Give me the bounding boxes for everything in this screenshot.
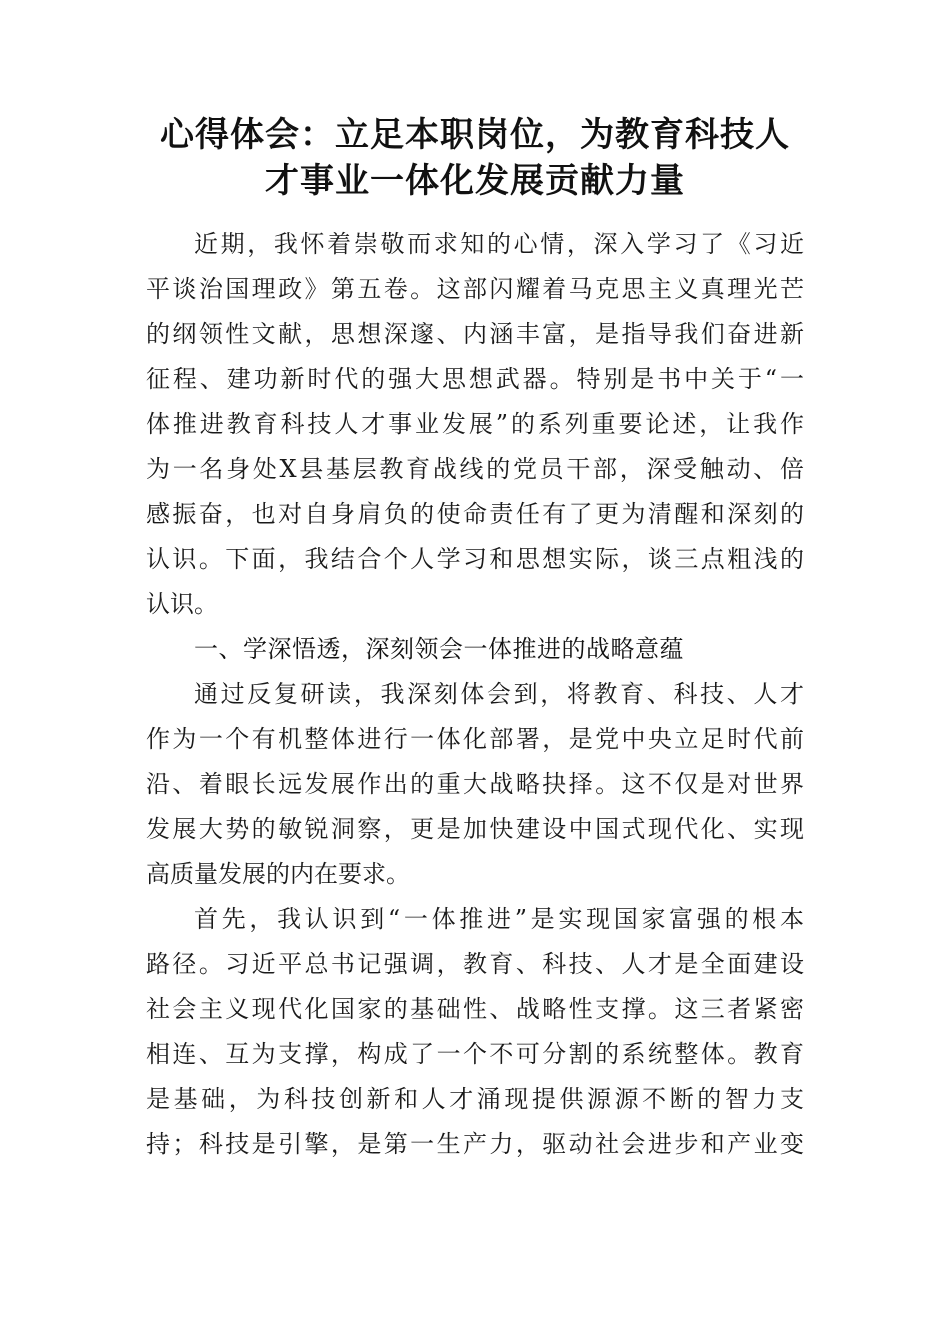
paragraph-3-line-1: 首先，我认识到“一体推进”是实现国家富强的根本 — [194, 905, 804, 933]
section-heading-1: 一、学深悟透，深刻领会一体推进的战略意蕴 — [194, 635, 684, 663]
paragraph-2-line-4: 发展大势的敏锐洞察，更是加快建设中国式现代化、实现 — [146, 815, 804, 843]
paragraph-1-line-9: 认识。 — [146, 590, 218, 618]
document-title-line-2: 才事业一体化发展贡献力量 — [265, 161, 685, 201]
paragraph-2-line-5: 高质量发展的内在要求。 — [146, 860, 410, 888]
paragraph-1-line-7: 感振奋，也对自身肩负的使命责任有了更为清醒和深刻的 — [146, 500, 804, 528]
paragraph-1-line-1: 近期，我怀着崇敬而求知的心情，深入学习了《习近 — [194, 230, 804, 258]
paragraph-3-line-2: 路径。习近平总书记强调，教育、科技、人才是全面建设 — [146, 950, 804, 978]
paragraph-2-line-1: 通过反复研读，我深刻体会到，将教育、科技、人才 — [194, 680, 804, 708]
paragraph-1-line-2: 平谈治国理政》第五卷。这部闪耀着马克思主义真理光芒 — [146, 275, 804, 303]
paragraph-1-line-3: 的纲领性文献，思想深邃、内涵丰富，是指导我们奋进新 — [146, 320, 804, 348]
paragraph-3-line-6: 持；科技是引擎，是第一生产力，驱动社会进步和产业变 — [146, 1130, 804, 1158]
paragraph-2-line-3: 沿、着眼长远发展作出的重大战略抉择。这不仅是对世界 — [146, 770, 804, 798]
paragraph-1-line-5: 体推进教育科技人才事业发展”的系列重要论述，让我作 — [146, 410, 804, 438]
paragraph-3-line-3: 社会主义现代化国家的基础性、战略性支撑。这三者紧密 — [146, 995, 804, 1023]
paragraph-1-line-8: 认识。下面，我结合个人学习和思想实际，谈三点粗浅的 — [146, 545, 804, 573]
document-title-line-1: 心得体会：立足本职岗位，为教育科技人 — [160, 115, 790, 155]
paragraph-3-line-4: 相连、互为支撑，构成了一个不可分割的系统整体。教育 — [146, 1040, 804, 1068]
paragraph-3-line-5: 是基础，为科技创新和人才涌现提供源源不断的智力支 — [146, 1085, 804, 1113]
paragraph-1-line-4: 征程、建功新时代的强大思想武器。特别是书中关于“一 — [146, 365, 804, 393]
paragraph-1-line-6: 为一名身处X县基层教育战线的党员干部，深受触动、倍 — [146, 455, 804, 483]
paragraph-2-line-2: 作为一个有机整体进行一体化部署，是党中央立足时代前 — [146, 725, 804, 753]
